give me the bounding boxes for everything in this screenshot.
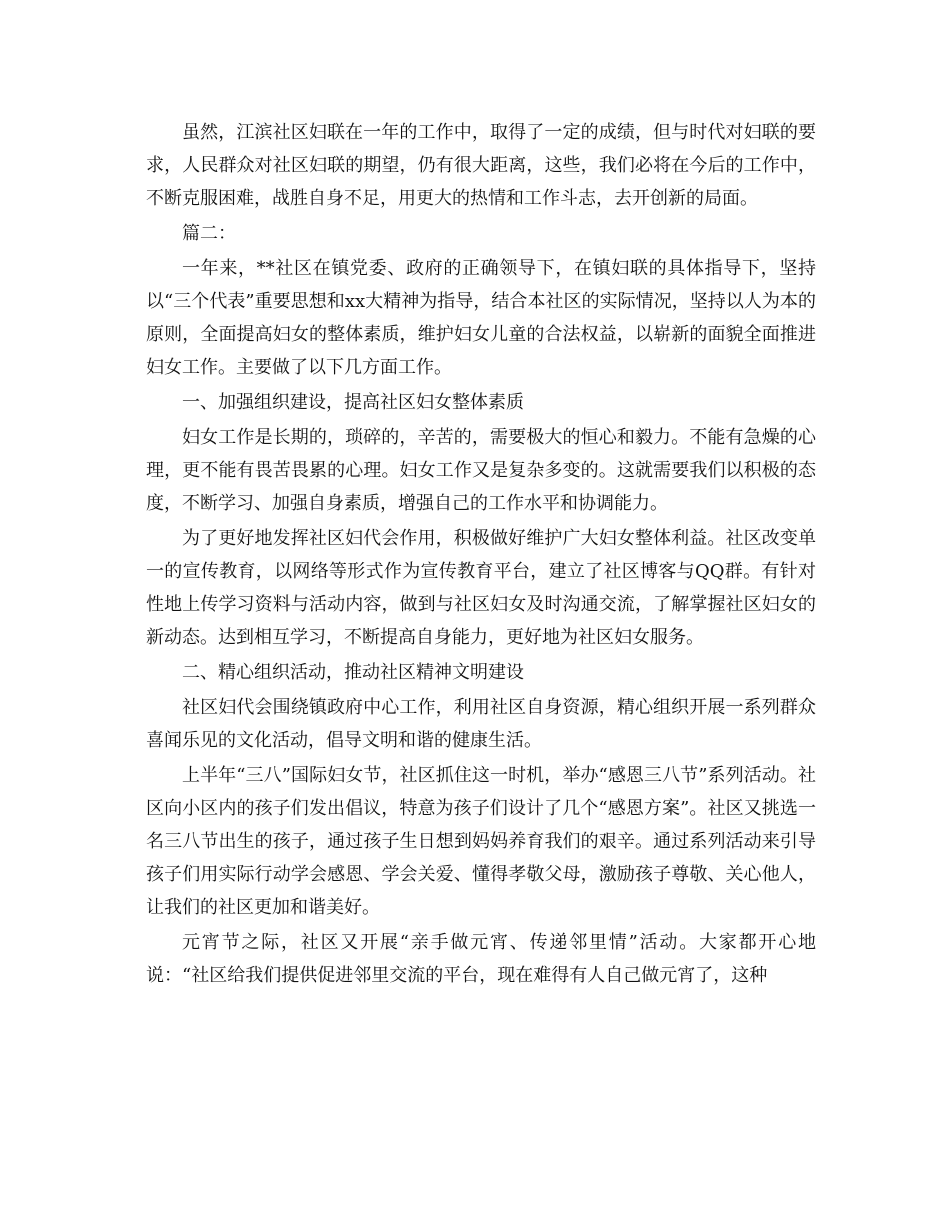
paragraph-womens-day: 上半年“三八”国际妇女节，社区抓住这一时机，举办“感恩三八节”系列活动。社区向小区内的孩子们发出倡议，特意为孩子们设计了几个“感恩方案”。社区又挑选一名三八节出生的孩子，通过孩子生日想到妈妈养育我们的艰辛。通过系列活动来引导孩子们用实际行动学会感恩、学会关爱、懂得孝敬父母，激励孩子尊敬、关心他人，让我们的社区更加和谐美好。 <box>146 765 816 918</box>
paragraph-online-platform: 为了更好地发挥社区妇代会作用，积极做好维护广大妇女整体利益。社区改变单一的宣传教育，以网络等形式作为宣传教育平台，建立了社区博客与QQ群。有针对性地上传学习资料与活动内容，做到与社区妇女及时沟通交流，了解掌握社区妇女的新动态。达到相互学习，不断提高自身能力，更好地为社区妇女服务。 <box>146 528 816 648</box>
paragraph-cultural-activities: 社区妇代会围绕镇政府中心工作，利用社区自身资源，精心组织开展一系列群众喜闻乐见的文化活动，倡导文明和谐的健康生活。 <box>146 697 816 751</box>
section-label-part-two: 篇二： <box>182 223 236 244</box>
paragraph-conclusion: 虽然，江滨社区妇联在一年的工作中，取得了一定的成绩，但与时代对妇联的要求，人民群众对社区妇联的期望，仍有很大距离，这些，我们必将在今后的工作中，不断克服困难，战胜自身不足，用更大的热情和工作斗志，去开创新的局面。 <box>146 122 816 209</box>
paragraph-work-nature: 妇女工作是长期的，琐碎的，辛苦的，需要极大的恒心和毅力。不能有急燥的心理，更不能有畏苦畏累的心理。妇女工作又是复杂多变的。这就需要我们以积极的态度，不断学习、加强自身素质，增强自己的工作水平和协调能力。 <box>146 427 816 514</box>
paragraph-intro: 一年来，**社区在镇党委、政府的正确领导下，在镇妇联的具体指导下，坚持以“三个代表”重要思想和xx大精神为指导，结合本社区的实际情况，坚持以人为本的原则，全面提高妇女的整体素质，维护妇女儿童的合法权益，以崭新的面貌全面推进妇女工作。主要做了以下几方面工作。 <box>146 258 816 378</box>
heading-section-two: 二、精心组织活动，推动社区精神文明建设 <box>182 662 524 683</box>
paragraph-lantern-festival: 元宵节之际，社区又开展“亲手做元宵、传递邻里情”活动。大家都开心地说：“社区给我们提供促进邻里交流的平台，现在难得有人自己做元宵了，这种 <box>146 932 816 986</box>
heading-section-one: 一、加强组织建设，提高社区妇女整体素质 <box>182 392 524 413</box>
document-body <box>146 116 816 994</box>
